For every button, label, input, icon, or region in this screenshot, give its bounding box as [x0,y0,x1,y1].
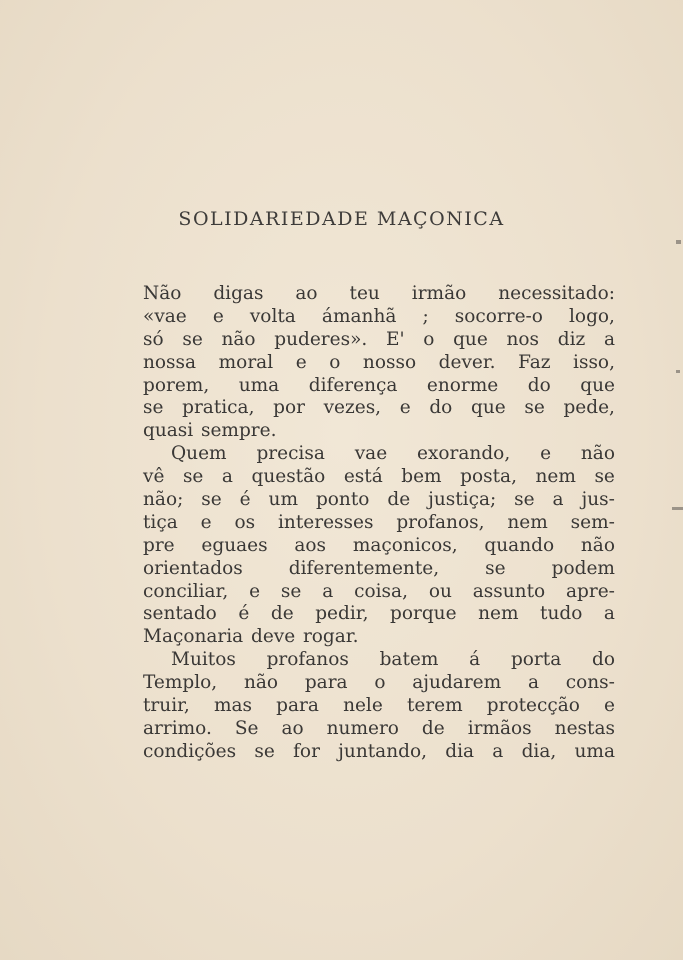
word: apre- [566,580,615,602]
word: vezes, [323,397,382,419]
word: porque [390,603,457,625]
body-text [143,283,615,764]
word: Muitos [171,649,236,671]
word: nos [506,328,540,350]
word: que [580,374,615,396]
word: truir, [143,695,190,717]
word: não; [143,489,184,511]
word: e [604,695,615,717]
text-line [143,397,615,420]
word: juntando, [338,740,427,762]
word: se [254,740,275,762]
word: está [343,466,383,488]
word: aos [294,534,327,556]
word: ajudarem [412,672,502,694]
word: Maçonaria [143,626,244,648]
word: posta, [460,466,517,488]
word: Se [234,717,259,739]
word: necessitado: [498,283,615,304]
word: não [221,328,256,350]
word: dia [445,740,475,762]
word: Quem [171,443,227,465]
word: eguaes [201,534,268,556]
word: batem [379,649,439,671]
word: e [212,305,224,327]
word: que [470,397,506,419]
word: ao [295,283,318,304]
word: não [580,534,615,556]
word: Templo, [143,672,218,694]
word: justiça; [428,489,497,511]
word: que [453,328,488,350]
word: para [304,672,348,694]
text-line [143,672,615,695]
word: podem [551,557,615,579]
word: diferença [308,374,398,396]
margin-speck [672,507,683,510]
word: não [580,443,615,465]
word: se [280,580,302,602]
word: e [200,511,212,533]
word: a [322,580,334,602]
text-line [143,329,615,352]
word: ou [428,580,452,602]
word: volta [249,305,296,327]
text-line [143,420,615,443]
word: se [485,557,506,579]
word: a [603,328,615,350]
word: Faz [518,351,551,373]
word: e [249,580,261,602]
word: do [429,397,453,419]
text-line [143,352,615,375]
word: ao [281,717,304,739]
word: «vae [143,305,187,327]
word: teu [349,283,380,304]
word: profanos, [396,511,485,533]
word: se [201,489,222,511]
word: tudo [540,603,583,625]
text-line [143,603,615,626]
word: a [527,672,539,694]
word: precisa [256,443,325,465]
word: terem [406,695,463,717]
word: sentado [143,603,217,625]
word: um [268,489,299,511]
text-line [143,649,615,672]
text-line [143,626,615,649]
word: a [221,466,233,488]
word: e [295,351,307,373]
word: irmãos [467,717,532,739]
word: não [243,672,279,694]
word: nestas [554,717,615,739]
word: os [234,511,256,533]
word: de [421,717,445,739]
word: nem [535,466,576,488]
word: assunto [472,580,546,602]
word: só [143,328,164,350]
word: de [387,489,411,511]
word: sem- [570,511,615,533]
word: condições [143,740,237,762]
word: irmão [411,283,467,304]
word: rogar. [302,626,359,648]
word: digas [213,283,264,304]
margin-speck [676,240,681,244]
text-line [143,741,615,764]
word: sempre. [200,420,277,442]
word: vae [354,443,388,465]
word: jus- [581,489,615,511]
word: se [182,328,203,350]
word: o [329,351,341,373]
word: do [591,649,615,671]
text-line [143,489,615,512]
word: puderes». [274,328,368,350]
text-line [143,581,615,604]
word: isso, [573,351,615,373]
word: coisa, [354,580,408,602]
margin-speck [676,370,680,373]
word: do [527,374,551,396]
word: moral [218,351,274,373]
word: pratica, [182,397,255,419]
word: maçonicos, [352,534,458,556]
word: a [552,489,564,511]
word: diz [557,328,586,350]
text-line [143,558,615,581]
word: nem [478,603,519,625]
word: porta [510,649,562,671]
word: bem [401,466,442,488]
page-title: SOLIDARIEDADE MAÇONICA [178,208,505,230]
word: enorme [426,374,499,396]
word: á [469,649,481,671]
word: logo, [569,305,615,327]
word: socorre-o [454,305,543,327]
word: se [182,466,204,488]
text-line [143,306,615,329]
word: diferentemente, [288,557,440,579]
word: arrimo. [143,717,212,739]
text-line [143,535,615,558]
word: vê [143,466,165,488]
word: uma [238,374,280,396]
word: e [399,397,411,419]
word: cons- [565,672,615,694]
word: profanos [266,649,349,671]
word: o [423,328,435,350]
word: dever. [438,351,496,373]
word: tiça [143,511,178,533]
word: exorando, [417,443,511,465]
word: quando [484,534,555,556]
word: por [273,397,305,419]
word: para [276,695,319,717]
word: numero [326,717,399,739]
word: o [374,672,386,694]
text-line [143,443,615,466]
word: E' [385,328,405,350]
text-line [143,512,615,535]
word: dia, [521,740,557,762]
word: orientados [143,557,243,579]
word: se [524,397,545,419]
word: pre [143,534,175,556]
word: pedir, [315,603,369,625]
word: for [293,740,320,762]
word: uma [574,740,615,762]
word: se [594,466,615,488]
word: ámanhã [321,305,397,327]
word: mas [213,695,253,717]
word: conciliar, [143,580,229,602]
word: é [238,603,250,625]
text-line [143,283,615,306]
word: é [239,489,251,511]
word: ; [422,305,429,327]
word: se [514,489,535,511]
word: ponto [315,489,370,511]
word: interesses [278,511,374,533]
word: porem, [143,374,210,396]
word: nele [343,695,383,717]
word: se [143,397,164,419]
word: pede, [563,397,615,419]
word: questão [251,466,326,488]
word: deve [250,626,296,648]
text-line [143,375,615,398]
text-line [143,466,615,489]
text-line [143,718,615,741]
word: nem [507,511,548,533]
word: a [603,603,615,625]
word: quasi [143,420,194,442]
word: protecção [486,695,580,717]
word: a [492,740,504,762]
word: nosso [362,351,417,373]
word: e [540,443,552,465]
word: Não [143,283,182,304]
word: nossa [143,351,197,373]
text-line [143,695,615,718]
word: de [270,603,294,625]
